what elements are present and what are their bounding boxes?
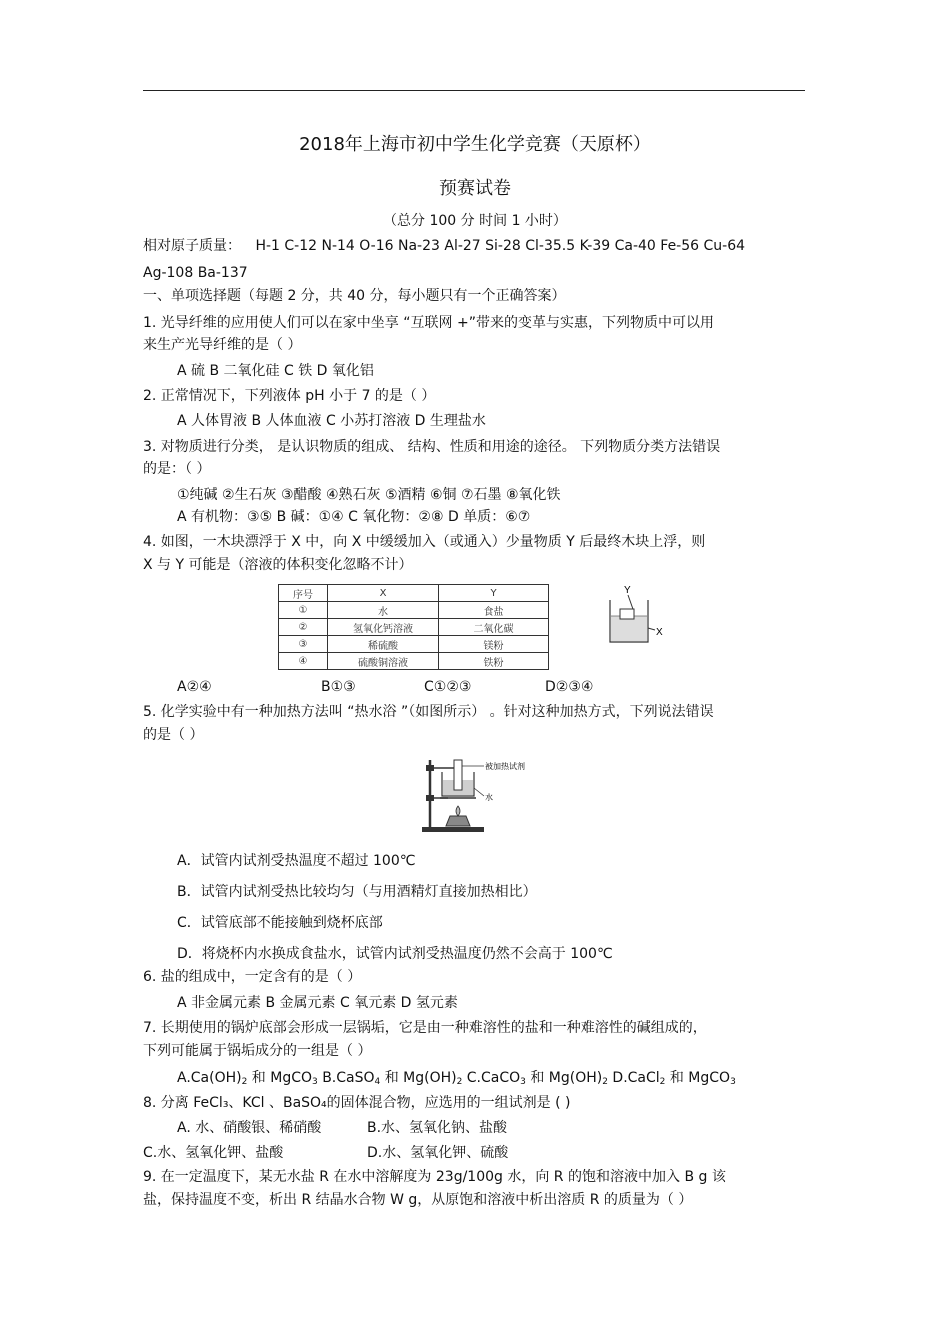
- subscript: 2: [241, 1077, 248, 1087]
- alcohol-lamp: [446, 816, 470, 826]
- q3-stem-2: 的是：（ ）: [143, 461, 211, 477]
- q5-option-b: B．试管内试剂受热比较均匀（与用酒精灯直接加热相比）: [177, 884, 537, 900]
- q7-option-b: B.CaSO: [317, 1070, 375, 1086]
- figure-label-water: 水: [485, 793, 493, 802]
- exam-info: （总分 100 分 时间 1 小时）: [383, 213, 567, 229]
- table-row: [279, 619, 549, 636]
- water-bath-figure: [418, 756, 528, 834]
- q5-option-a: A．试管内试剂受热温度不超过 100℃: [177, 853, 416, 869]
- page-title: 2018年上海市初中学生化学竞赛（天原杯）: [299, 134, 651, 155]
- figure-label-x: X: [656, 627, 663, 638]
- q1-options: A 硫 B 二氧化硅 C 铁 D 氧化铝: [177, 363, 374, 379]
- stand-base: [422, 827, 484, 832]
- q9-stem-1: 9. 在一定温度下，某无水盐 R 在水中溶解度为 23g/100g 水，向 R 的饱和溶液中加入 B g 该: [143, 1169, 726, 1185]
- q1-stem-1: 1. 光导纤维的应用使人们可以在家中坐享 “互联网 +”带来的变革与实惠，下列物质中可以用: [143, 315, 714, 331]
- table-header-cell: Y: [439, 585, 549, 602]
- table-cell: 镁粉: [439, 636, 549, 653]
- q6-options: A 非金属元素 B 金属元素 C 氧元素 D 氢元素: [177, 995, 458, 1011]
- q3-options: A 有机物：③⑤ B 碱：①④ C 氧化物：②⑧ D 单质：⑥⑦: [177, 509, 531, 525]
- q2-stem: 2. 正常情况下，下列液体 pH 小于 7 的是（ ）: [143, 388, 436, 404]
- table-cell: 稀硫酸: [328, 636, 439, 653]
- table-header-row: [279, 585, 549, 602]
- atomic-masses-line2: Ag-108 Ba-137: [143, 265, 248, 281]
- table-row: [279, 653, 549, 670]
- table-header-cell: X: [328, 585, 439, 602]
- subscript: 2: [456, 1077, 463, 1087]
- q1-stem-2: 来生产光导纤维的是（ ）: [143, 337, 302, 353]
- table-row: [279, 602, 549, 619]
- q8-stem: 8. 分离 FeCl₃、KCl 、BaSO₄的固体混合物，应选用的一组试剂是 ( ): [143, 1095, 571, 1111]
- q8-option-d: D.水、氢氧化钾、硫酸: [367, 1145, 509, 1161]
- water-pointer: [474, 788, 484, 796]
- page-subtitle: 预赛试卷: [439, 178, 511, 199]
- q5-option-c: C．试管底部不能接触到烧杯底部: [177, 915, 383, 931]
- q4-option-a: A②④: [177, 679, 212, 695]
- clamp-knob: [426, 765, 434, 771]
- q5-stem-2: 的是（ ）: [143, 727, 204, 743]
- q5-option-d: D．将烧杯内水换成食盐水，试管内试剂受热温度仍然不会高于 100℃: [177, 946, 613, 962]
- section-heading: 一、单项选择题（每题 2 分，共 40 分，每小题只有一个正确答案）: [143, 288, 566, 304]
- header-rule: [143, 90, 805, 91]
- q7-stem-1: 7. 长期使用的锅炉底部会形成一层锅垢，它是由一种难溶性的盐和一种难溶性的碱组成的，: [143, 1020, 707, 1036]
- table-cell: ④: [279, 653, 328, 670]
- ring-knob: [426, 795, 434, 801]
- wood-block: [620, 609, 634, 619]
- subscript: 2: [602, 1077, 608, 1087]
- table-cell: 氢氧化钙溶液: [328, 619, 439, 636]
- figure-label-y: Y: [624, 585, 631, 596]
- q4-option-d: D②③④: [545, 679, 594, 695]
- subscript: 3: [730, 1077, 736, 1087]
- q4-option-b: B①③: [321, 679, 356, 695]
- table-cell: ③: [279, 636, 328, 653]
- q7-options: [177, 1069, 736, 1091]
- table-cell: 铁粉: [439, 653, 549, 670]
- atomic-masses-line1: [143, 237, 745, 255]
- figure-label-reagent: 被加热试剂: [485, 762, 525, 771]
- table-cell: 食盐: [439, 602, 549, 619]
- q9-stem-2: 盐，保持温度不变，析出 R 结晶水合物 W g，从原饱和溶液中析出溶质 R 的质量为（ ）: [143, 1192, 693, 1208]
- subscript: 2: [659, 1077, 666, 1087]
- table-cell: ①: [279, 602, 328, 619]
- q8-option-c: C.水、氢氧化钾、盐酸: [143, 1145, 284, 1161]
- q7-option-b-rest: 和 Mg(OH): [380, 1070, 457, 1086]
- q7-option-a: A.Ca(OH): [177, 1070, 242, 1086]
- q3-items: ①纯碱 ②生石灰 ③醋酸 ④熟石灰 ⑤酒精 ⑥铜 ⑦石墨 ⑧氧化铁: [177, 487, 561, 503]
- liquid-fill: [611, 616, 647, 641]
- q4-stem-2: X 与 Y 可能是（溶液的体积变化忽略不计）: [143, 557, 413, 573]
- table-header-cell: 序号: [279, 585, 328, 602]
- q7-stem-2: 下列可能属于锅垢成分的一组是（ ）: [143, 1043, 372, 1059]
- table-row: [279, 636, 549, 653]
- table-cell: 硫酸铜溶液: [328, 653, 439, 670]
- q5-stem-1: 5. 化学实验中有一种加热方法叫 “热水浴 ”（如图所示） 。针对这种加热方式，下列说法错误: [143, 704, 714, 720]
- pointer-line: [648, 628, 655, 630]
- beaker-figure: [604, 582, 674, 650]
- q4-table: [278, 584, 549, 670]
- q2-options: A 人体胃液 B 人体血液 C 小苏打溶液 D 生理盐水: [177, 413, 486, 429]
- subscript: 4: [374, 1077, 381, 1087]
- q3-stem-1: 3. 对物质进行分类， 是认识物质的组成、 结构、性质和用途的途径。 下列物质分类方法错误: [143, 439, 721, 455]
- q6-stem: 6. 盐的组成中，一定含有的是（ ）: [143, 969, 362, 985]
- q8-option-b: B.水、氢氧化钠、盐酸: [367, 1120, 508, 1136]
- table-cell: 二氧化碳: [439, 619, 549, 636]
- q7-option-d: D.CaCl: [607, 1070, 660, 1086]
- subscript: 3: [312, 1077, 318, 1087]
- q8-option-a: A. 水、硝酸银、稀硝酸: [177, 1120, 322, 1136]
- table-cell: ②: [279, 619, 328, 636]
- q4-stem-1: 4. 如图，一木块漂浮于 X 中，向 X 中缓缓加入（或通入）少量物质 Y 后最终木块上浮，则: [143, 534, 706, 550]
- q4-option-c: C①②③: [424, 679, 472, 695]
- test-tube: [454, 760, 462, 790]
- atomic-masses-values: H-1 C-12 N-14 O-16 Na-23 Al-27 Si-28 Cl-35.5 K-39 Ca-40 Fe-56 Cu-64: [255, 238, 746, 254]
- subscript: 3: [520, 1077, 526, 1087]
- flame: [456, 806, 460, 816]
- atomic-masses-label: 相对原子质量：: [143, 238, 241, 254]
- q7-option-a-rest: 和 MgCO: [247, 1070, 313, 1086]
- q7-option-c: C.CaCO: [462, 1070, 521, 1086]
- q7-option-d-rest: 和 MgCO: [665, 1070, 731, 1086]
- table-cell: 水: [328, 602, 439, 619]
- q7-option-c-rest: 和 Mg(OH): [525, 1070, 603, 1086]
